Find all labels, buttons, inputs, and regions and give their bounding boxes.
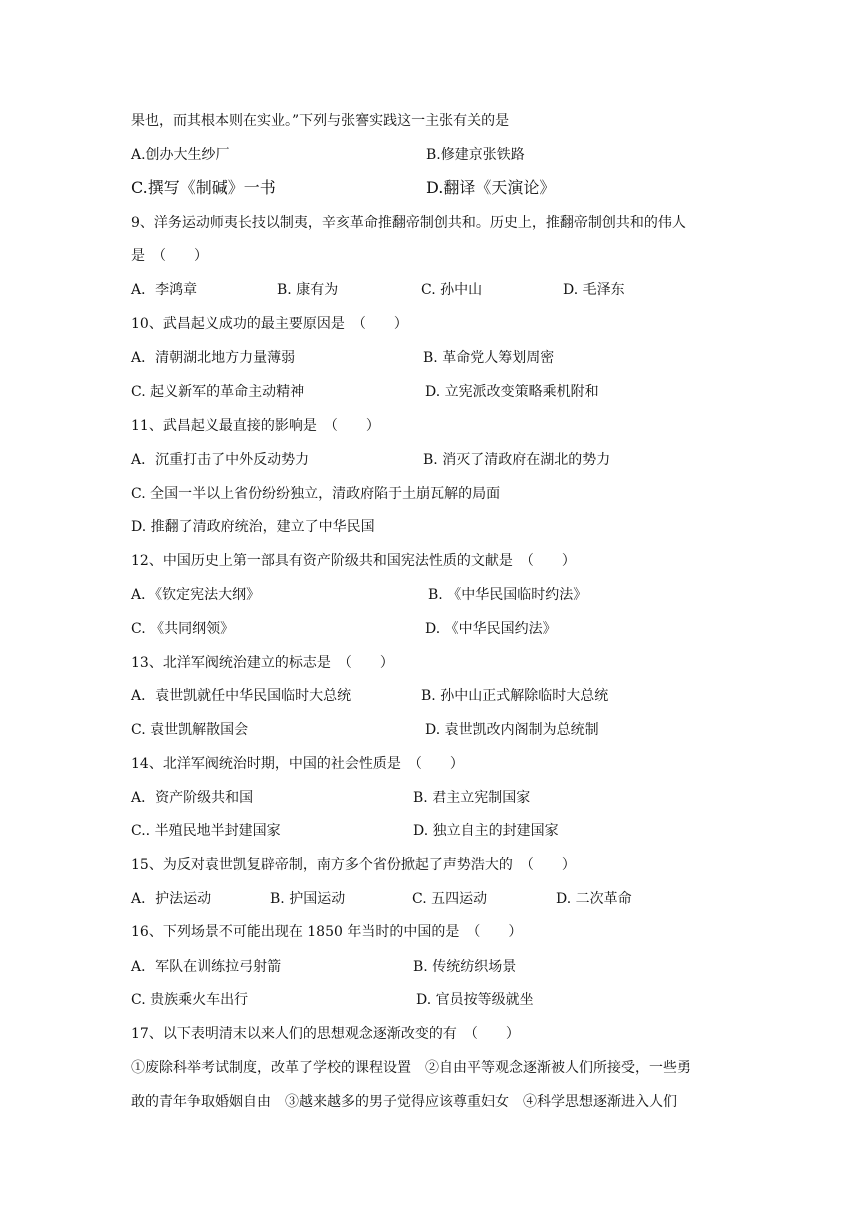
q14-option-c: C.. 半殖民地半封建国家 [131, 823, 281, 839]
q15-stem: 15、为反对袁世凯复辟帝制，南方多个省份掀起了声势浩大的 （ ） [131, 857, 576, 873]
q17-stem: 17、以下表明清末以来人们的思想观念逐渐改变的有 （ ） [131, 1026, 520, 1042]
q12-stem: 12、中国历史上第一部具有资产阶级共和国宪法性质的文献是 （ ） [131, 553, 576, 569]
q11-option-d: D. 推翻了清政府统治，建立了中华民国 [131, 519, 375, 535]
q14-option-d: D. 独立自主的封建国家 [413, 823, 559, 839]
q12-option-d: D. 《中华民国约法》 [425, 621, 557, 637]
q15-option-d: D. 二次革命 [556, 891, 632, 907]
q16-option-a: A．军队在训练拉弓射箭 [131, 959, 282, 975]
q8-option-a: A.创办大生纱厂 [131, 147, 230, 163]
q10-stem: 10、武昌起义成功的最主要原因是 （ ） [131, 316, 408, 332]
q14-option-b: B. 君主立宪制国家 [413, 790, 531, 806]
q8-option-b: B.修建京张铁路 [426, 147, 525, 163]
q16-stem: 16、下列场景不可能出现在 1850 年当时的中国的是 （ ） [131, 924, 523, 940]
q11-option-a: A．沉重打击了中外反动势力 [131, 452, 310, 468]
q13-option-b: B. 孙中山正式解除临时大总统 [421, 688, 609, 704]
q9-stem-line1: 9、洋务运动师夷长技以制夷，辛亥革命推翻帝制创共和。历史上，推翻帝制创共和的伟人 [131, 215, 686, 231]
q11-stem: 11、武昌起义最直接的影响是 （ ） [131, 418, 380, 434]
q13-option-a: A．袁世凯就任中华民国临时大总统 [131, 688, 352, 704]
q11-option-b: B. 消灭了清政府在湖北的势力 [423, 452, 611, 468]
q9-option-d: D. 毛泽东 [563, 282, 625, 298]
q9-option-b: B. 康有为 [277, 282, 339, 298]
q13-option-c: C. 袁世凯解散国会 [131, 722, 249, 738]
q10-option-d: D. 立宪派改变策略乘机附和 [425, 384, 599, 400]
q16-option-b: B. 传统纺织场景 [413, 959, 517, 975]
q15-option-b: B. 护国运动 [270, 891, 346, 907]
q13-stem: 13、北洋军阀统治建立的标志是 （ ） [131, 655, 394, 671]
q15-option-c: C. 五四运动 [412, 891, 488, 907]
q8-option-d: D.翻译《天演论》 [426, 178, 556, 197]
q8-option-c: C.撰写《制碱》一书 [131, 178, 276, 197]
q14-stem: 14、北洋军阀统治时期，中国的社会性质是 （ ） [131, 756, 464, 772]
q10-option-c: C. 起义新军的革命主动精神 [131, 384, 305, 400]
q12-option-a: A．《钦定宪法大纲》 [131, 587, 261, 603]
q8-stem-tail: 果也，而其根本则在实业。”下列与张謇实践这一主张有关的是 [131, 113, 510, 129]
q11-option-c: C. 全国一半以上省份纷纷独立，清政府陷于土崩瓦解的局面 [131, 486, 501, 502]
q16-option-d: D. 官员按等级就坐 [416, 992, 534, 1008]
q12-option-c: C. 《共同纲领》 [131, 621, 235, 637]
q9-option-c: C. 孙中山 [421, 282, 483, 298]
q17-body-line2: 敢的青年争取婚姻自由 ③越来越多的男子觉得应该尊重妇女 ④科学思想逐渐进入人们 [131, 1094, 677, 1110]
q9-option-a: A．李鸿章 [131, 282, 198, 298]
q17-body-line1: ①废除科举考试制度，改革了学校的课程设置 ②自由平等观念逐渐被人们所接受，一些勇 [131, 1060, 691, 1076]
q14-option-a: A．资产阶级共和国 [131, 790, 254, 806]
q12-option-b: B. 《中华民国临时约法》 [428, 587, 588, 603]
q15-option-a: A．护法运动 [131, 891, 212, 907]
q9-stem-line2: 是 （ ） [131, 248, 208, 264]
q10-option-b: B. 革命党人筹划周密 [423, 350, 555, 366]
q16-option-c: C. 贵族乘火车出行 [131, 992, 249, 1008]
q10-option-a: A．清朝湖北地方力量薄弱 [131, 350, 296, 366]
q13-option-d: D. 袁世凯改内阁制为总统制 [425, 722, 599, 738]
